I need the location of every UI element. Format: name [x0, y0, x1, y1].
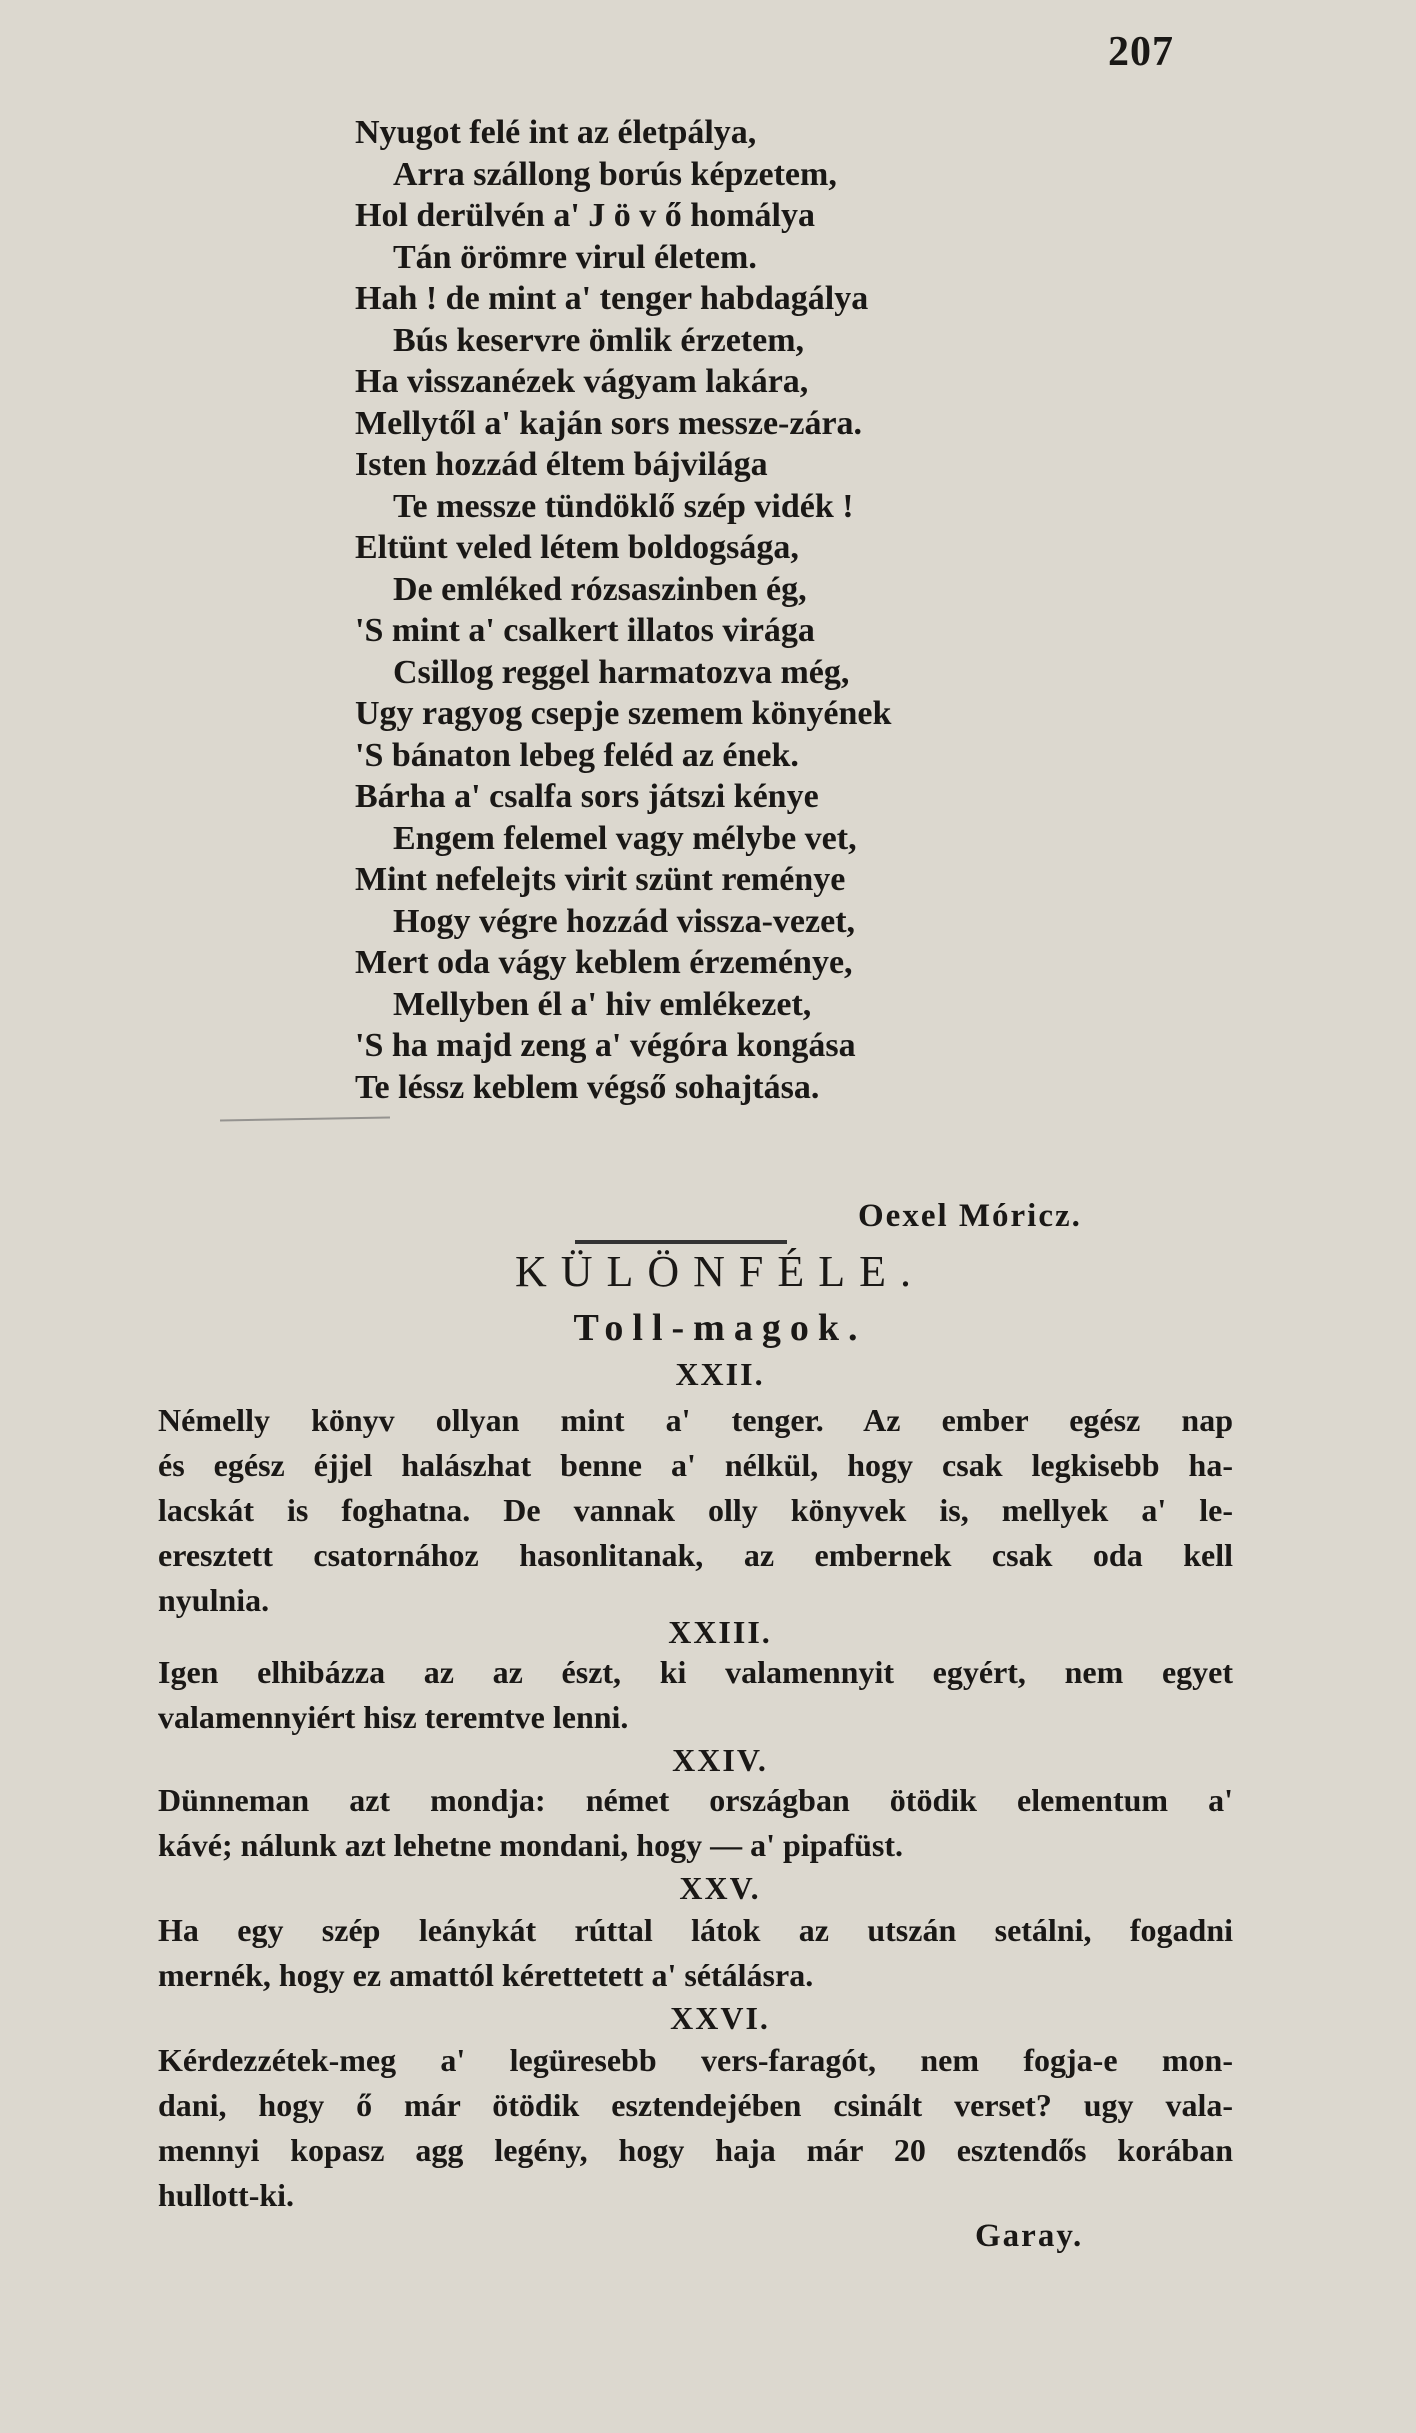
poem-line: De emléked rózsaszinben ég, [393, 570, 807, 608]
poem [355, 112, 1155, 1108]
poem-line: Mellytől a' kaján sors messze-zára. [355, 404, 863, 442]
poem-line: Csillog reggel harmatozva még, [393, 653, 850, 691]
poem-line: Mellyben él a' hiv emlékezet, [393, 985, 812, 1023]
aphorism-line: valamennyiért hisz teremtve lenni. [158, 1699, 629, 1735]
aphorism-line: Dünneman azt mondja: német országban ötödik elementum a' [158, 1782, 1233, 1818]
poem-line: Mert oda vágy keblem érzeménye, [355, 944, 853, 981]
aphorism-numeral: XXV. [679, 1870, 761, 1906]
aphorism-line: kávé; nálunk azt lehetne mondani, hogy — a' pipafüst. [158, 1827, 904, 1863]
poem-line: Bús keservre ömlik érzetem, [393, 321, 805, 359]
poem-line: Hogy végre hozzád vissza-vezet, [393, 902, 856, 940]
poem-line: 'S ha majd zeng a' végóra kongása [355, 1027, 856, 1064]
poem-line: 'S mint a' csalkert illatos virága [355, 612, 815, 649]
aphorism-line: Némelly könyv ollyan mint a' tenger. Az ember egész nap [158, 1402, 1233, 1438]
poem-line: Hah ! de mint a' tenger habdagálya [355, 280, 869, 317]
section-title: KÜLÖNFÉLE. [514, 1247, 926, 1296]
aphorism-text [158, 1908, 1233, 1998]
poem-line: Engem felemel vagy mélybe vet, [393, 819, 857, 857]
section-subtitle: Toll-magok. [573, 1307, 867, 1349]
paper-fold-mark [220, 1117, 390, 1122]
poem-line: Arra szállong borús képzetem, [393, 155, 837, 193]
poem-line: Ugy ragyog csepje szemem könyének [355, 695, 892, 732]
aphorism-line: eresztett csatornához hasonlitanak, az embernek csak oda kell [158, 1537, 1233, 1573]
aphorism-text [158, 2038, 1233, 2218]
poem-line: Te messze tündöklő szép vidék ! [393, 487, 854, 525]
poem-line: Te léssz keblem végső sohajtása. [355, 1068, 820, 1106]
aphorism-line: mernék, hogy ez amattól kérettetett a' sétálásra. [158, 1957, 814, 1993]
aphorism-line: és egész éjjel halászhat benne a' nélkül, hogy csak legkisebb ha- [158, 1447, 1233, 1483]
aphorism-line: Ha egy szép leánykát rúttal látok az utszán setálni, fogadni [158, 1912, 1233, 1948]
aphorism-numeral: XXVI. [670, 2000, 770, 2036]
poem-line: Eltünt veled létem boldogsága, [355, 529, 799, 566]
poem-line: Bárha a' csalfa sors játszi kénye [355, 778, 819, 815]
aphorism-line: Kérdezzétek-meg a' legüresebb vers-faragót, nem fogja-e mon- [158, 2042, 1233, 2078]
aphorism-line: lacskát is foghatna. De vannak olly könyvek is, mellyek a' le- [158, 1492, 1233, 1528]
poem-line: Mint nefelejts virit szünt reménye [355, 861, 846, 898]
page-number: 207 [1108, 29, 1174, 75]
aphorism-line: Igen elhibázza az az észt, ki valamennyit egyért, nem egyet [158, 1654, 1233, 1690]
poem-line: Tán örömre virul életem. [393, 238, 757, 276]
aphorism-line: hullott-ki. [158, 2177, 295, 2213]
aphorism-numeral: XXIII. [668, 1614, 772, 1650]
poem-line: Ha visszanézek vágyam lakára, [355, 363, 809, 400]
aphorism-line: nyulnia. [158, 1582, 270, 1618]
aphorism-numeral: XXII. [675, 1356, 765, 1392]
poem-line: Hol derülvén a' J ö v ő homálya [355, 197, 815, 234]
aphorism-line: mennyi kopasz agg legény, hogy haja már 20 esztendős korában [158, 2132, 1233, 2168]
poem-line: Isten hozzád éltem bájvilága [355, 446, 768, 483]
poem-line: Nyugot felé int az életpálya, [355, 114, 757, 151]
aphorism-text [158, 1398, 1233, 1623]
poem-signature: Oexel Móricz. [858, 1198, 1082, 1234]
aphorism-text [158, 1778, 1233, 1868]
aphorism-text [158, 1650, 1233, 1740]
section-divider [575, 1240, 787, 1244]
poem-line: 'S bánaton lebeg feléd az ének. [355, 736, 799, 774]
aphorism-numeral: XXIV. [672, 1742, 768, 1778]
aphorism-line: dani, hogy ő már ötödik esztendejében csinált verset? ugy vala- [158, 2087, 1233, 2123]
closing-signature: Garay. [975, 2218, 1084, 2254]
